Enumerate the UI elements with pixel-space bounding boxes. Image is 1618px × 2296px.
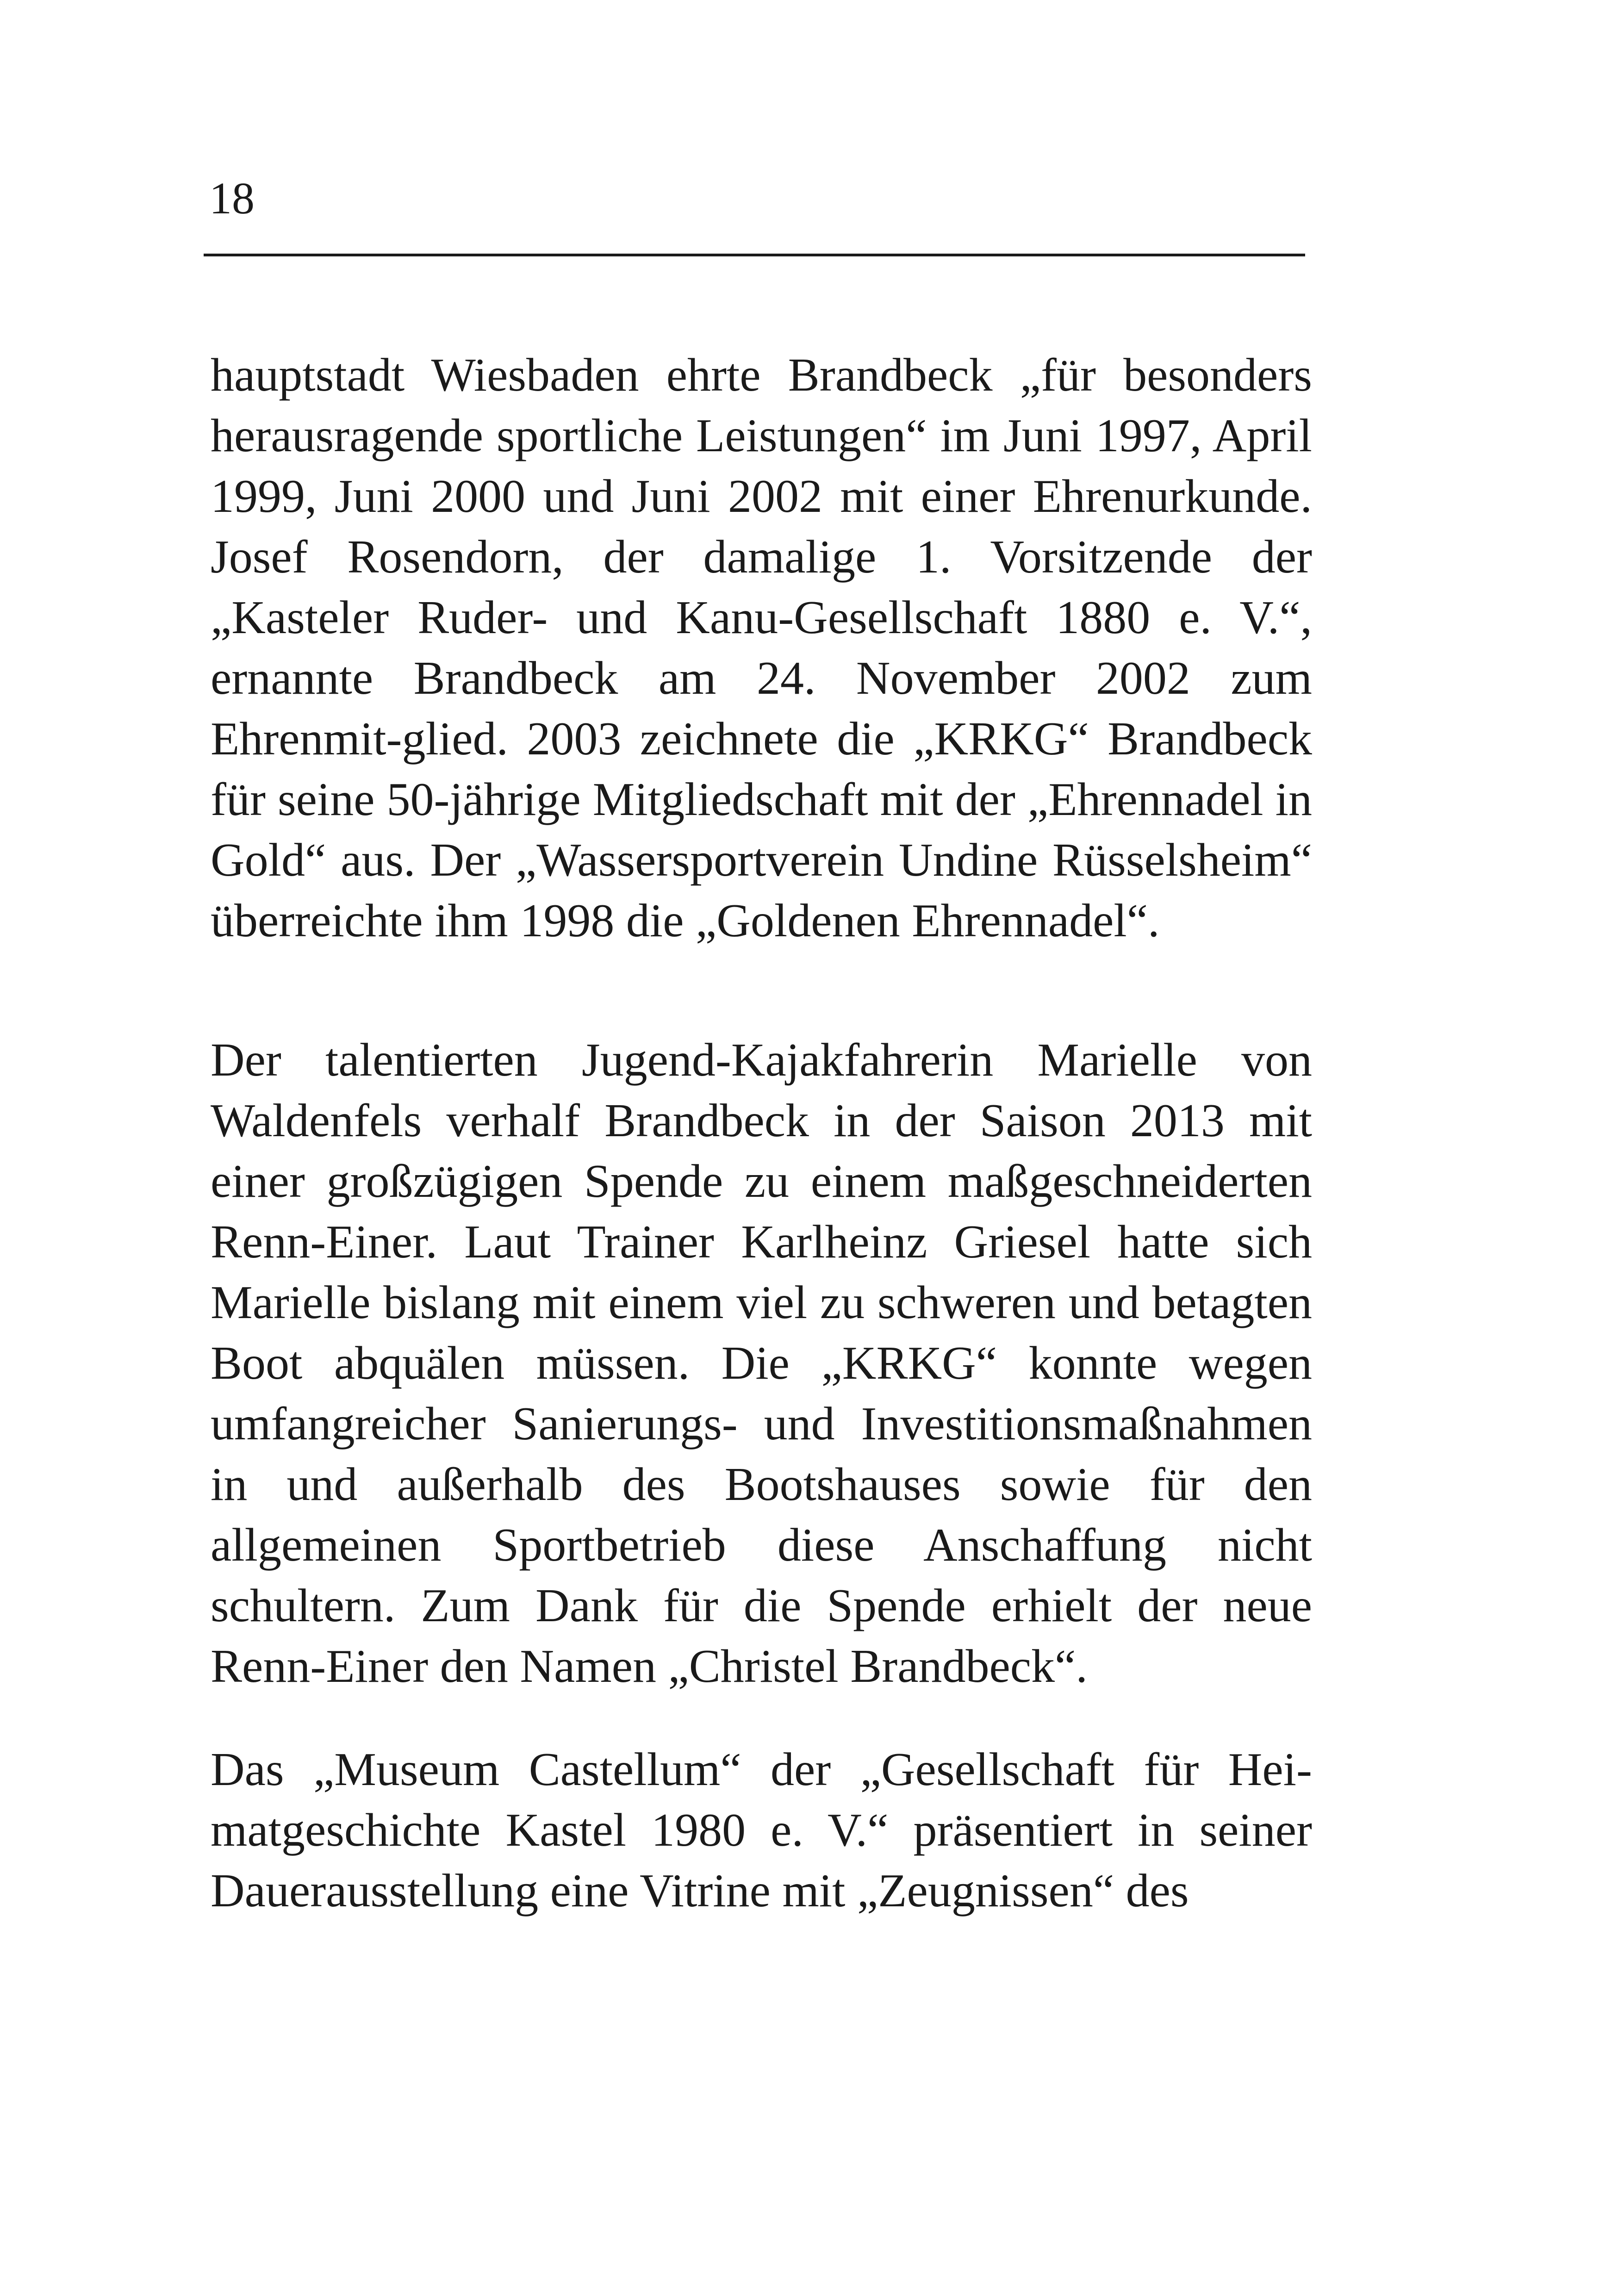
page-number: 18 — [209, 174, 255, 224]
body-text — [211, 345, 1312, 1921]
paragraph-museum: Das „Museum Castellum“ der „Gesellschaft für Heimatgeschichte Kastel 1980 e. V.“ präsentiert in seiner Dauerausstellung eine Vitrine mit „Zeugnissen“ des — [211, 1743, 1312, 1917]
paragraph-honors: hauptstadt Wiesbaden ehrte Brandbeck „für besonders herausragende sportliche Leistungen“ im Juni 1997, April 1999, Juni 2000 und Juni 2002 mit einer Ehrenurkunde. Josef Rosendorn, der damalige 1. Vorsitzende der „Kasteler Ruder- und Kanu-Gesellschaft 1880 e. V.“, ernannte Brandbeck am 24. November 2002 zum Ehrenmit-glied. 2003 zeichnete die „KRKG“ Brandbeck für seine 50-jährige Mitgliedschaft mit der „Ehrennadel in Gold“ aus. Der „Wassersportverein Undine Rüsselsheim“ überreichte ihm 1998 die „Goldenen Ehrennadel“. — [211, 349, 1312, 947]
paragraph-donation: Der talentierten Jugend-Kajakfahrerin Marielle von Waldenfels verhalf Brandbeck in der Saison 2013 mit einer großzügigen Spende zu einem maßgeschneiderten Renn-Einer. Laut Trainer Karlheinz Griesel hatte sich Marielle bislang mit einem viel zu schweren und betagten Boot abquälen müssen. Die „KRKG“ konnte wegen umfangreicher Sanierungs- und Investitionsmaßnahmen in und außerhalb des Bootshauses sowie für den allgemeinen Sportbetrieb diese Anschaffung nicht schultern. Zum Dank für die Spende erhielt der neue Renn-Einer den Namen „Christel Brandbeck“. — [211, 1034, 1312, 1692]
header-rule — [204, 254, 1305, 256]
